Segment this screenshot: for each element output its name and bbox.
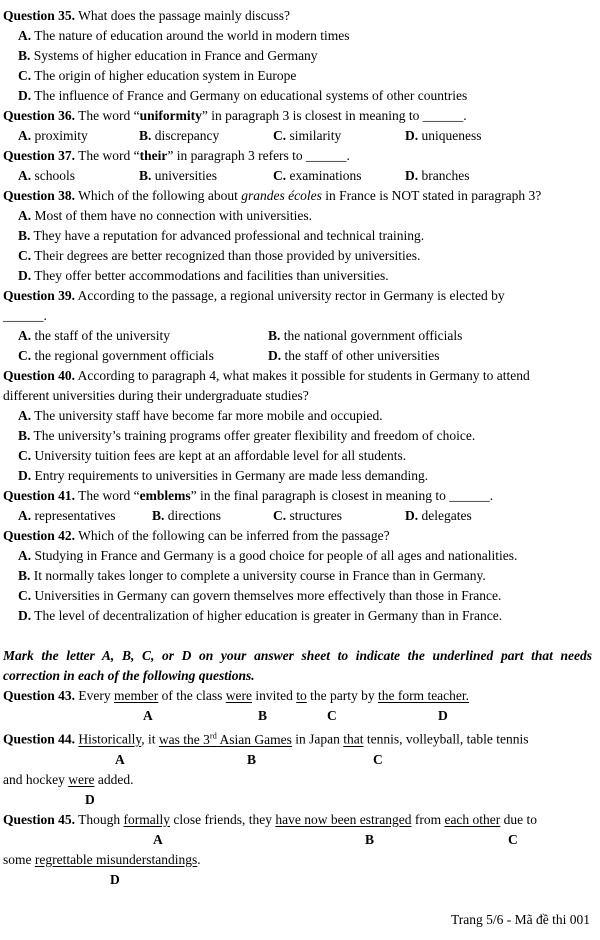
question-37-options-cell-4 [405,166,469,186]
text-segment: Question 36. [3,108,76,123]
text-segment: in Japan [291,731,344,747]
text-segment: A. [18,408,32,423]
question-42-option-d [0,606,600,626]
text-segment: A. [18,28,32,43]
question-41-options-cell-3 [273,506,342,526]
text-segment: Question 45. [3,811,76,827]
question-39-options-row-2-cell-1 [18,346,214,366]
section-instruction-line-2 [0,666,600,686]
text-segment: Every [75,688,114,703]
question-40-option-b [0,426,600,446]
text-segment: . [197,851,201,867]
text-segment: B. [18,228,31,243]
text-segment: from [411,811,445,827]
text-segment: Question 35. [3,8,76,23]
text-segment: Which of the following can be inferred from the passage? [75,528,390,543]
question-38-option-d [0,266,600,286]
text-segment: What does the passage mainly discuss? [75,8,290,23]
question-36-options-cell-3 [273,126,341,146]
text-segment: The word “ [75,488,140,503]
text-segment: schools [31,168,75,183]
question-37-options-cell-1 [18,166,75,186]
text-segment: similarity [286,128,342,143]
text-segment: C. [273,168,287,183]
text-segment: C. [18,588,32,603]
text-segment: discrepancy [151,128,220,143]
question-37-options-cell-3 [273,166,361,186]
text-segment: Question 42. [3,528,76,543]
question-35-option-d [0,86,600,106]
question-44-letters-2 [0,790,600,810]
text-segment: D. [405,128,419,143]
question-45-sentence-line-1 [0,810,600,830]
text-segment: C. [273,128,287,143]
text-segment: of the class [158,688,226,703]
text-segment: directions [164,508,222,523]
text-segment: were [225,688,252,703]
text-segment: ______. [3,308,47,323]
question-35-option-b [0,46,600,66]
text-segment: Which of the following about [75,188,242,203]
question-45-sentence-line-2 [0,850,600,870]
text-segment: the staff of other universities [281,348,440,363]
text-segment: the regional government officials [31,348,214,363]
text-segment: ” in paragraph 3 is closest in meaning to ______. [201,108,467,123]
text-segment: B. [18,48,31,63]
text-segment: The nature of education around the world in modern times [31,28,350,43]
text-segment: B. [139,168,152,183]
text-segment: the staff of the university [31,328,170,343]
text-segment: C. [18,248,32,263]
text-segment: was the 3 [158,731,210,747]
text-segment: B. [268,328,281,343]
question-43-letters-d: D [438,708,448,723]
text-segment: Their degrees are better recognized than those provided by universities. [31,248,421,263]
text-segment: were [68,771,95,787]
question-40-option-c [0,446,600,466]
text-segment: C. [18,348,32,363]
question-45-letters-1-b: B [365,831,375,847]
question-45-letters-2 [0,870,600,890]
text-segment: ” in the final paragraph is closest in meaning to ______. [190,488,494,503]
question-37-options [0,166,600,186]
question-43-letters-b: B [258,708,268,723]
text-segment: invited [251,688,297,703]
text-segment: A. [18,508,32,523]
question-40-option-a [0,406,600,426]
question-41-header [0,486,600,506]
question-44-sentence-line-2 [0,770,600,790]
text-segment: Most of them have no connection with universities. [31,208,312,223]
text-segment: to [296,688,307,703]
text-segment: correction in each of the following questions. [3,668,255,683]
text-segment: D. [268,348,282,363]
text-segment: The influence of France and Germany on educational systems of other countries [31,88,468,103]
text-segment [159,732,292,747]
text-segment: D. [405,508,419,523]
question-35-header [0,6,600,26]
question-35-option-c [0,66,600,86]
question-38-option-a [0,206,600,226]
text-segment: grandes écoles [241,188,322,203]
text-segment: rd [209,731,217,740]
question-36-options-cell-2 [139,126,219,146]
question-38-header [0,186,600,206]
text-segment: formally [123,811,171,827]
text-segment: B. [139,128,152,143]
text-segment: emblems [139,488,191,503]
text-segment: the form teacher. [377,688,470,703]
text-segment: The word “ [75,108,140,123]
section-gap [0,626,600,646]
text-segment: A. [18,548,32,563]
question-39-options-row-2-cell-2 [268,346,439,366]
text-segment: B. [18,568,31,583]
text-segment: The origin of higher education system in Europe [31,68,297,83]
question-35-option-a [0,26,600,46]
text-segment: due to [500,811,538,827]
text-segment: have now been estranged [275,811,412,827]
question-39-options-row-1-cell-2 [268,326,462,346]
question-43-letters-c: C [327,708,337,723]
question-44-letters-1-a: A [115,751,125,767]
text-segment: B. [152,508,165,523]
question-41-options-cell-1 [18,506,115,526]
text-segment: D. [405,168,419,183]
question-38-option-c [0,246,600,266]
text-segment: B. [18,428,31,443]
text-segment: ” in paragraph 3 refers to ______. [167,148,350,163]
question-39-options-row-1 [0,326,600,346]
text-segment: Studying in France and Germany is a good choice for people of all ages and nationalities. [31,548,518,563]
text-segment: A. [18,328,32,343]
question-42-option-c [0,586,600,606]
text-segment: each other [444,811,501,827]
text-segment: representatives [31,508,116,523]
text-segment: , it [141,731,159,747]
question-45-letters-1-c: C [508,831,518,847]
text-segment: Question 40. [3,368,76,383]
text-segment: It normally takes longer to complete a university course in France than in Germany. [30,568,486,583]
text-segment: Systems of higher education in France and Germany [30,48,318,63]
question-38-option-b [0,226,600,246]
text-segment: the party by [306,688,378,703]
text-segment: some [3,851,35,867]
question-44-letters-1-c: C [373,751,383,767]
question-42-header [0,526,600,546]
question-41-options-cell-4 [405,506,472,526]
text-segment: The university’s training programs offer greater flexibility and freedom of choice. [30,428,476,443]
text-segment: Question 43. [3,688,76,703]
text-segment: member [114,688,159,703]
text-segment: Question 44. [3,731,76,747]
text-segment: Though [75,811,124,827]
text-segment: branches [418,168,470,183]
page-footer: Trang 5/6 - Mã đề thi 001 [451,912,590,927]
text-segment: and hockey [3,771,69,787]
text-segment: Question 41. [3,488,76,503]
text-segment: proximity [31,128,88,143]
question-41-options [0,506,600,526]
section-instruction-line-1 [0,646,600,666]
text-segment: D. [18,268,32,283]
question-45-letters-1 [0,830,600,850]
text-segment: Entry requirements to universities in Germany are made less demanding. [31,468,429,483]
question-43-letters [0,706,600,726]
text-segment: Universities in Germany can govern themselves more effectively than those in France. [31,588,502,603]
question-36-header [0,106,600,126]
text-segment: A. [18,168,32,183]
text-segment: Asian Games [216,731,292,747]
question-37-options-cell-2 [139,166,217,186]
text-segment: uniformity [139,108,202,123]
text-segment: A. [18,208,32,223]
text-segment: regrettable misunderstandings [34,851,198,867]
text-segment: C. [18,448,32,463]
text-segment: Question 39. [3,288,76,303]
question-37-header [0,146,600,166]
question-44-sentence-line-1 [0,726,600,750]
question-40-header-line-2 [0,386,600,406]
text-segment: According to the passage, a regional university rector in Germany is elected by [75,288,505,303]
question-36-options-cell-4 [405,126,482,146]
text-segment: D. [18,88,32,103]
text-segment: The level of decentralization of higher education is greater in Germany than in France. [31,608,503,623]
question-40-header-line-1 [0,366,600,386]
question-39-blank [0,306,600,326]
text-segment: A. [18,128,32,143]
question-42-option-b [0,566,600,586]
text-segment: structures [286,508,342,523]
question-45-letters-1-a: A [153,831,163,847]
text-segment: They offer better accommodations and facilities than universities. [31,268,389,283]
text-segment: C. [273,508,287,523]
text-segment: tennis, volleyball, table tennis [363,731,529,747]
text-segment: The word “ [75,148,140,163]
text-segment: added. [94,771,134,787]
question-36-options-cell-1 [18,126,88,146]
text-segment: close friends, they [170,811,276,827]
text-segment: different universities during their undergraduate studies? [3,388,309,403]
question-44-letters-2-d: D [85,791,95,807]
text-segment: The university staff have become far more mobile and occupied. [31,408,383,423]
text-segment: According to paragraph 4, what makes it possible for students in Germany to attend [75,368,530,383]
text-segment: uniqueness [418,128,482,143]
text-segment: examinations [286,168,362,183]
question-43-letters-a: A [143,708,153,723]
question-44-letters-1-b: B [247,751,257,767]
question-43-sentence [0,686,600,706]
text-segment: Question 38. [3,188,76,203]
question-39-header [0,286,600,306]
text-segment: the national government officials [280,328,463,343]
text-segment: Question 37. [3,148,76,163]
text-segment: Mark the letter A, B, C, or D on your answer sheet to indicate the underlined part that needs [3,648,592,663]
text-segment: in France is NOT stated in paragraph 3? [321,188,542,203]
text-segment: C. [18,68,32,83]
text-segment: universities [151,168,218,183]
text-segment: They have a reputation for advanced professional and technical training. [30,228,425,243]
text-segment: Historically [78,731,142,747]
text-segment: delegates [418,508,472,523]
question-41-options-cell-2 [152,506,221,526]
text-segment: D. [18,468,32,483]
question-36-options [0,126,600,146]
question-42-option-a [0,546,600,566]
question-40-option-d [0,466,600,486]
question-44-letters-1 [0,750,600,770]
text-segment: their [139,148,168,163]
question-39-options-row-2 [0,346,600,366]
text-segment: that [343,731,364,747]
question-45-letters-2-d: D [110,871,120,887]
text-segment: D. [18,608,32,623]
question-39-options-row-1-cell-1 [18,326,170,346]
text-segment: University tuition fees are kept at an affordable level for all students. [31,448,407,463]
